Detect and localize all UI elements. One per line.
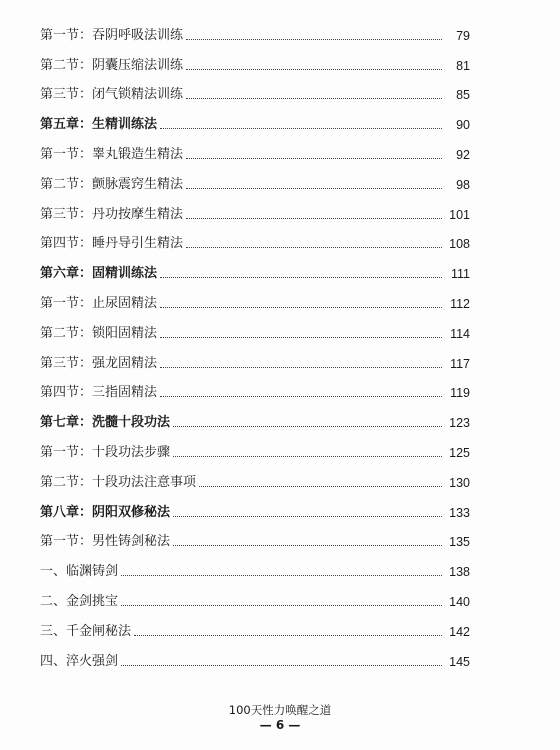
toc-entry-title: 第四节：三指固精法 — [40, 385, 158, 401]
toc-entry[interactable] — [40, 312, 470, 342]
toc-entry-title: 三、千金闸秘法 — [40, 623, 132, 639]
dot-leader — [173, 455, 442, 457]
toc-entry[interactable] — [40, 431, 470, 461]
toc-entry-page-number: 130 — [449, 475, 470, 490]
toc-entry-page-number: 98 — [456, 177, 470, 192]
toc-entry-page-number: 135 — [449, 535, 470, 550]
toc-entry-title: 第一节：止尿固精法 — [40, 295, 158, 311]
toc-entry-title: 第三节：丹功按摩生精法 — [40, 206, 184, 222]
toc-entry-page-number: 81 — [456, 58, 470, 73]
toc-entry-title: 第六章：固精训练法 — [40, 266, 158, 282]
toc-entry-title: 第一节：男性铸剑秘法 — [40, 534, 171, 550]
toc-entry-title: 第三节：强龙固精法 — [40, 355, 158, 371]
toc-entry-page-number: 112 — [450, 296, 470, 311]
toc-chapter-entry[interactable] — [40, 103, 470, 133]
toc-entry-title: 第三节：闭气锁精法训练 — [40, 87, 184, 103]
dot-leader — [186, 97, 442, 99]
dot-leader — [160, 276, 442, 278]
toc-entry-title: 第四节：睡丹导引生精法 — [40, 236, 184, 252]
toc-entry-title: 第一节：睾丸锻造生精法 — [40, 146, 184, 162]
dot-leader — [186, 217, 442, 219]
toc-entry-page-number: 123 — [449, 416, 470, 431]
toc-entry-title: 第二节：锁阳固精法 — [40, 325, 158, 341]
dot-leader — [199, 485, 442, 487]
toc-entry-title: 第二节：颤脉震窍生精法 — [40, 176, 184, 192]
dot-leader — [160, 127, 442, 129]
dot-leader — [160, 306, 442, 308]
toc-entry-title: 第一节：十段功法步骤 — [40, 444, 171, 460]
toc-entry[interactable] — [40, 14, 470, 44]
toc-entry[interactable] — [40, 461, 470, 491]
dot-leader — [173, 515, 442, 517]
toc-entry[interactable] — [40, 610, 470, 640]
table-of-contents — [40, 14, 470, 670]
toc-entry[interactable] — [40, 580, 470, 610]
toc-entry-page-number: 92 — [456, 147, 470, 162]
toc-entry-title: 第八章：阴阳双修秘法 — [40, 504, 171, 520]
toc-entry-title: 二、金剑挑宝 — [40, 593, 119, 609]
dot-leader — [121, 604, 442, 606]
toc-entry-page-number: 133 — [449, 505, 470, 520]
toc-entry-title: 第五章：生精训练法 — [40, 117, 158, 133]
toc-entry-title: 一、临渊铸剑 — [40, 564, 119, 580]
toc-entry[interactable] — [40, 133, 470, 163]
dot-leader — [186, 38, 442, 40]
toc-entry-title: 第一节：吞阴呼吸法训练 — [40, 27, 184, 43]
toc-chapter-entry[interactable] — [40, 491, 470, 521]
toc-entry-page-number: 142 — [449, 624, 470, 639]
toc-entry-page-number: 140 — [449, 594, 470, 609]
toc-entry[interactable] — [40, 521, 470, 551]
toc-entry[interactable] — [40, 282, 470, 312]
toc-entry[interactable] — [40, 550, 470, 580]
toc-entry-page-number: 145 — [449, 654, 470, 669]
toc-entry[interactable] — [40, 372, 470, 402]
dot-leader — [186, 187, 442, 189]
dot-leader — [173, 425, 442, 427]
toc-entry-page-number: 117 — [450, 356, 470, 371]
dot-leader — [121, 664, 442, 666]
toc-entry[interactable] — [40, 44, 470, 74]
footer-book-title: 100天性力唤醒之道 — [228, 703, 332, 717]
toc-entry[interactable] — [40, 640, 470, 670]
toc-entry[interactable] — [40, 163, 470, 193]
toc-entry-page-number: 85 — [456, 88, 470, 103]
toc-entry-title: 第二节：阴囊压缩法训练 — [40, 57, 184, 73]
dot-leader — [134, 634, 442, 636]
toc-entry-page-number: 125 — [449, 445, 470, 460]
toc-entry-title: 第七章：洗髓十段功法 — [40, 415, 171, 431]
toc-entry-page-number: 138 — [449, 565, 470, 580]
toc-entry[interactable] — [40, 223, 470, 253]
toc-entry[interactable] — [40, 74, 470, 104]
toc-entry[interactable] — [40, 342, 470, 372]
toc-chapter-entry[interactable] — [40, 252, 470, 282]
footer-page-number: — 6 — — [259, 718, 301, 732]
toc-entry-title: 第二节：十段功法注意事项 — [40, 474, 197, 490]
toc-entry[interactable] — [40, 193, 470, 223]
dot-leader — [173, 544, 442, 546]
dot-leader — [186, 68, 442, 70]
toc-entry-page-number: 79 — [456, 28, 470, 43]
toc-entry-page-number: 114 — [450, 326, 470, 341]
dot-leader — [186, 157, 442, 159]
toc-entry-page-number: 119 — [450, 386, 470, 401]
dot-leader — [160, 395, 442, 397]
dot-leader — [160, 336, 442, 338]
dot-leader — [160, 366, 442, 368]
toc-chapter-entry[interactable] — [40, 401, 470, 431]
toc-entry-page-number: 101 — [449, 207, 470, 222]
dot-leader — [186, 246, 442, 248]
toc-entry-page-number: 111 — [450, 267, 470, 282]
dot-leader — [121, 574, 442, 576]
toc-entry-page-number: 108 — [449, 237, 470, 252]
toc-entry-page-number: 90 — [456, 118, 470, 133]
toc-entry-title: 四、淬火强剑 — [40, 653, 119, 669]
